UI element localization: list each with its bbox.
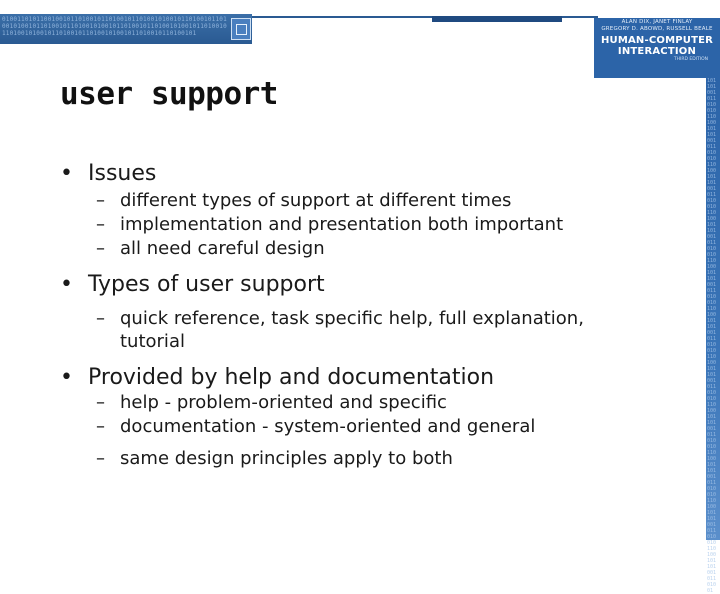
subitem-text: same design principles apply to both (120, 448, 453, 469)
subitem (96, 391, 447, 415)
bullet-glyph: • (60, 272, 73, 297)
bullet-glyph: • (60, 365, 73, 390)
binary-strip-pattern: 10110100101101001011010010110100101101001011010010110100101101001011010010110100101101001011010010110100101101001011010010110100101101001011010010110100101101001011010010110100101101001011010010110100101101001011010010110100101101001011010010110100101101001 (707, 78, 717, 594)
subitem-text: help - problem-oriented and specific (120, 392, 447, 413)
dash-glyph: – (96, 392, 105, 413)
bullet-item (60, 272, 325, 298)
subitem (96, 237, 325, 261)
bullet-text: Issues (88, 161, 157, 186)
bullet-text: Provided by help and documentation (88, 365, 495, 390)
bullet-glyph: • (60, 161, 73, 186)
dash-glyph: – (96, 238, 105, 259)
subitem (96, 213, 563, 237)
bullet-text: Types of user support (88, 272, 325, 297)
dash-glyph: – (96, 214, 105, 235)
cover-edition: THIRD EDITION (673, 57, 708, 62)
cover-authors-2: GREGORY D. ABOWD, RUSSELL BEALE (601, 26, 713, 32)
subitem (96, 447, 453, 471)
subitem-text: implementation and presentation both important (120, 214, 564, 235)
cover-authors-1: ALAN DIX, JANET FINLAY (621, 19, 693, 25)
subitem-text: different types of support at different times (120, 190, 512, 211)
binary-pattern: 0100110101100100101101001011010010110100101001011010010110100101001011010010110100101001011010010110100101001011010010110100101001011010010110100101001011010010110100101 (2, 16, 227, 37)
cover-title-1: HUMAN-COMPUTER (600, 35, 714, 46)
subitem-text: documentation - system-oriented and general (120, 416, 536, 437)
subitem (96, 415, 535, 439)
dash-glyph: – (96, 190, 105, 211)
dash-glyph: – (96, 416, 105, 437)
subitem (96, 189, 511, 213)
bullet-item (60, 161, 156, 187)
subitem-text: tutorial (120, 331, 185, 352)
cover-title-2: INTERACTION (617, 46, 697, 57)
subitem-text: all need careful design (120, 238, 325, 259)
dash-glyph: – (96, 448, 105, 469)
bullet-item (60, 365, 494, 391)
subitem-continuation (96, 330, 185, 354)
slide-title: user support (60, 76, 278, 112)
subitem (96, 307, 584, 331)
dash-glyph: – (96, 308, 105, 329)
binary-strip (706, 78, 720, 594)
subitem-text: quick reference, task specific help, full explanation, (120, 308, 584, 329)
